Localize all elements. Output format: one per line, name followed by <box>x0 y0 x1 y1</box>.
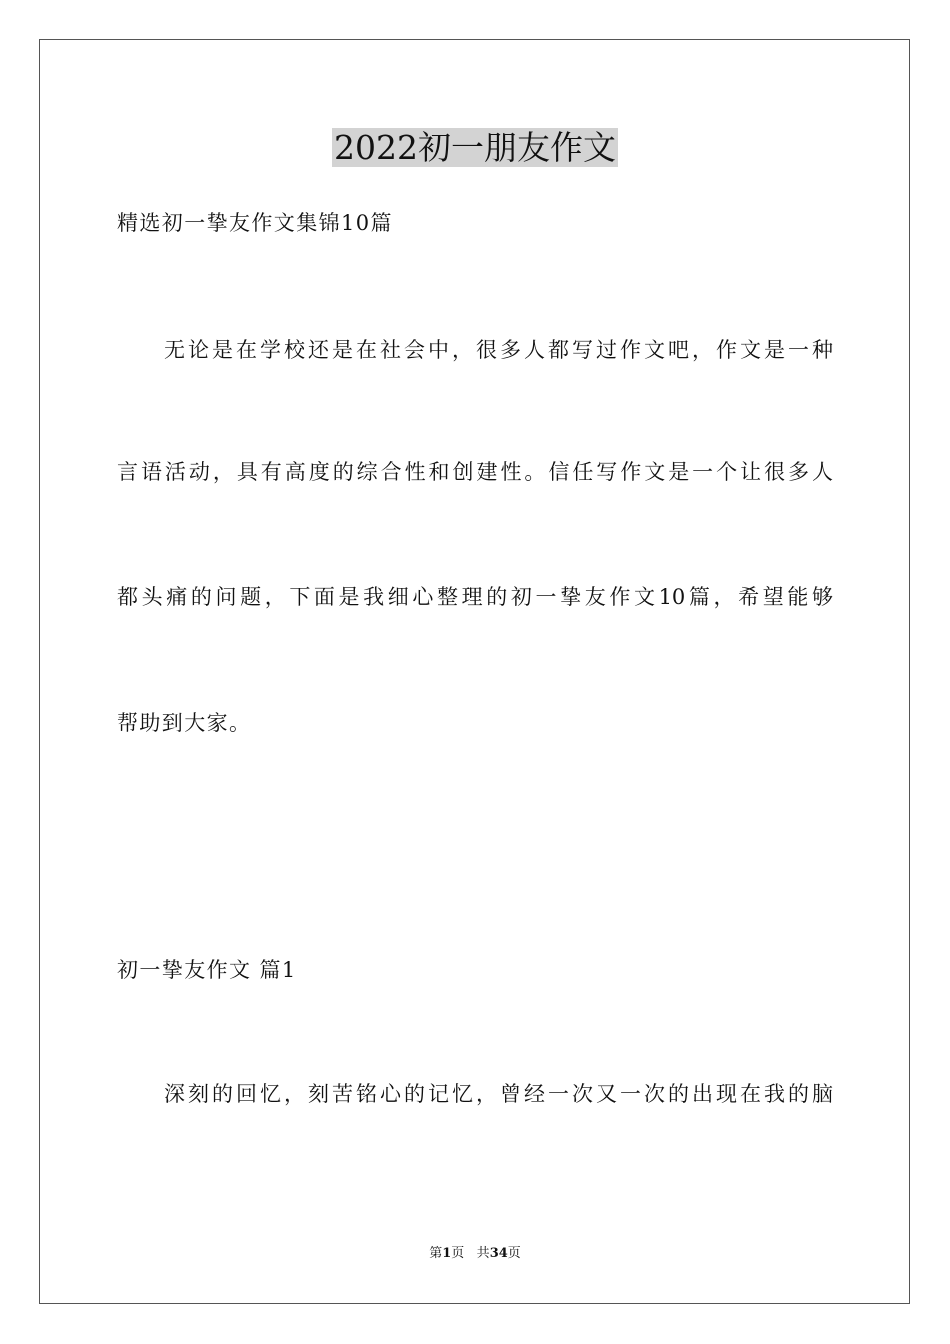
intro-line-3: 都头痛的问题，下面是我细心整理的初一挚友作文10篇，希望能够 <box>117 585 833 609</box>
footer-total-pages: 34 <box>489 1246 508 1261</box>
footer-page-prefix: 第 <box>429 1246 443 1261</box>
intro-line-4: 帮助到大家。 <box>117 711 252 735</box>
document-title-wrapper <box>0 128 950 168</box>
document-subtitle: 精选初一挚友作文集锦10篇 <box>117 211 393 235</box>
section-line-1: 深刻的回忆，刻苦铭心的记忆，曾经一次又一次的出现在我的脑 <box>164 1082 833 1106</box>
intro-line-2: 言语活动，具有高度的综合性和创建性。信任写作文是一个让很多人 <box>117 460 833 484</box>
footer-page-suffix: 页 <box>451 1246 465 1261</box>
document-title: 2022初一朋友作文 <box>334 128 616 167</box>
footer-total-suffix: 页 <box>507 1246 521 1261</box>
footer-total-prefix: 共 <box>476 1246 490 1261</box>
page-footer <box>0 1245 950 1263</box>
footer-page-number: 1 <box>442 1246 452 1261</box>
intro-line-1: 无论是在学校还是在社会中，很多人都写过作文吧，作文是一种 <box>164 338 833 362</box>
section-heading: 初一挚友作文 篇1 <box>117 958 297 982</box>
